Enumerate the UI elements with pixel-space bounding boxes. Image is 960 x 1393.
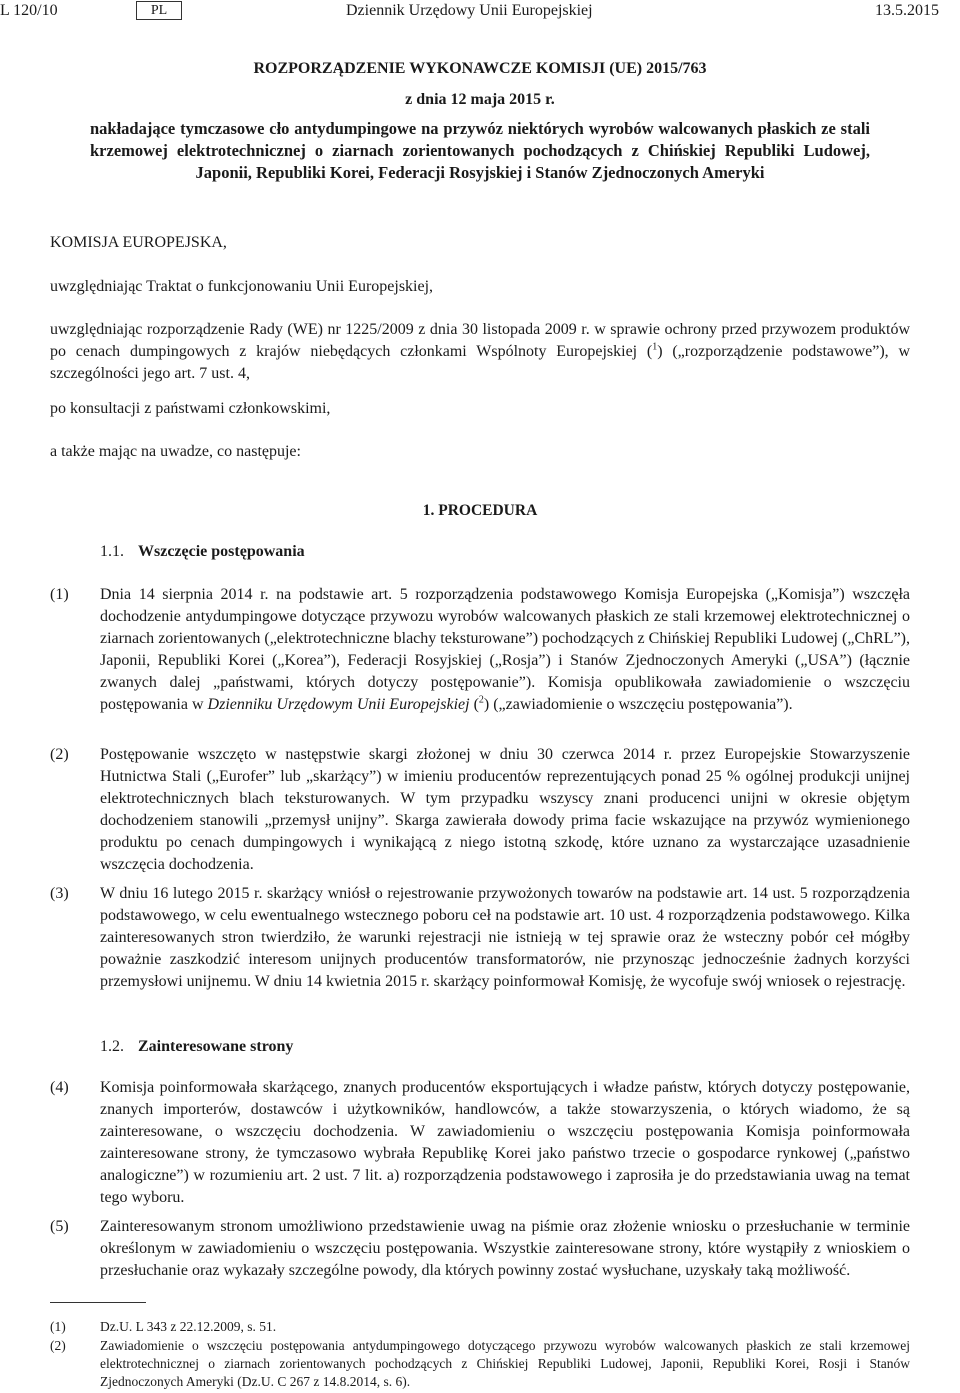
preamble-basic-regulation: uwzględniając rozporządzenie Rady (WE) nr 1225/2009 z dnia 30 listopada 2009 r. w sprawie ochrony przed przywozem produktów po cenach dumpingowych z krajów niebędących członkami Wspólnoty Europejskiej ($^1$) („rozporządzenie podstawowe”), w szczególności jego art. 7 ust. 4, — [50, 321, 911, 382]
preamble-commission: KOMISJA EUROPEJSKA, — [50, 234, 227, 251]
recital-number: (3) — [50, 885, 69, 902]
preamble-whereas: a także mając na uwadze, co następuje: — [50, 443, 301, 460]
journal-name: Dziennik Urzędowy Unii Europejskiej — [346, 2, 593, 19]
preamble-treaty: uwzględniając Traktat o funkcjonowaniu Unii Europejskiej, — [50, 278, 434, 295]
regulation-subject: nakładające tymczasowe cło antydumpingowe na przywóz niektórych wyrobów walcowanych płaskich ze stali krzemowej elektrotechnicznej o ziarnach zorientowanych pochodzących z Chińskiej Republiki Ludowej, Japonii, Republiki Korei, Federacji Rosyjskiej i Stanów Zjednoczonych Ameryki — [90, 119, 870, 182]
footnote-ref-1[interactable]: 1 — [652, 341, 658, 353]
subheading-parties: 1.2. Zainteresowane strony — [100, 1038, 294, 1055]
recital-1: (1) Dnia 14 sierpnia 2014 r. na podstawie art. 5 rozporządzenia podstawowego Komisja Europejska („Komisja”) wszczęła dochodzenie antydumpingowe dotyczące przywozu wyrobów walcowanych płaskich ze stali krzemowej elektrotechnicznej o ziarnach zorientowanych („elektrotechniczne blachy teksturowane”) pochodzących z Chińskiej Republiki Ludowej („ChRL”), Japonii, Republiki Korei („Korea”), Federacji Rosyjskiej („Rosja”) i Stanów Zjednoczonych Ameryki („USA”) (łącznie zwanych dalej „państwami, których dotyczy postępowanie”). Komisja opublikowała zawiadomienie o wszczęciu postępowania w Dzienniku Urzędowym Unii Europejskiej ($^2$) („zawiadomienie o wszczęciu postępowania”). — [50, 586, 910, 713]
recital-4: (4) Komisja poinformowała skarżącego, znanych producentów eksportujących i władze państw, których dotyczy postępowanie, znanych importerów, dostawców i użytkowników, handlowców, a także stowarzyszenia, o których wiadomo, że są zainteresowane, o wszczęciu dochodzenia. W zawiadomieniu o wszczęciu postępowania Komisja poinformowała zainteresowane strony, że tymczasowo wybrała Republikę Korei jako państwo trzecie o gospodarce rynkowej („państwo analogiczne”) w rozumieniu art. 2 ust. 7 lit. a) rozporządzenia podstawowego i zaprosiła je do przedstawiania uwag na temat tego wyboru. — [50, 1079, 910, 1206]
regulation-title: ROZPORZĄDZENIE WYKONAWCZE KOMISJI (UE) 2015/763 — [253, 60, 707, 77]
footnote-2: (2) Zawiadomienie o wszczęciu postępowania antydumpingowego dotyczącego przywozu wyrobów walcowanych płaskich ze stali krzemowej elektrotechnicznej o ziarnach zorientowanych pochodzących z Chińskiej Republiki Ludowej, Japonii, Republiki Korei, Rosji i Stanów Zjednoczonych Ameryki (Dz.U. C 267 z 14.8.2014, s. 6). — [50, 1338, 910, 1389]
language-box: PL — [136, 1, 182, 20]
footnote-ref-2[interactable]: 2 — [478, 694, 484, 706]
recital-number: (5) — [50, 1218, 69, 1235]
section-title: 1. PROCEDURA — [422, 502, 538, 519]
regulation-date: z dnia 12 maja 2015 r. — [405, 91, 555, 108]
footnote-separator — [50, 1302, 146, 1303]
subheading-initiation: 1.1. Wszczęcie postępowania — [100, 543, 305, 560]
page-header — [0, 0, 960, 24]
footnote-1: (1) Dz.U. L 343 z 22.12.2009, s. 51. — [50, 1319, 277, 1334]
recital-3: (3) W dniu 16 lutego 2015 r. skarżący wniósł o rejestrowanie przywożonych towarów na podstawie art. 14 ust. 5 rozporządzenia podstawowego, w celu ewentualnego wstecznego poboru ceł na podstawie art. 10 ust. 4 rozporządzenia podstawowego. Kilka zainteresowanych stron twierdziło, że warunki rejestracji nie istnieją w tej sprawie oraz że wsteczny pobór ceł mógłby poważnie zaszkodzić interesom unijnych producentów transformatorów, nie przynosząc jednocześnie żadnych korzyści przemysłowi unijnemu. W dniu 14 kwietnia 2015 r. skarżący poinformował Komisję, że wycofuje swój wniosek o rejestrację. — [50, 885, 910, 990]
recital-number: (4) — [50, 1079, 69, 1096]
recital-number: (1) — [50, 586, 69, 603]
recital-5: (5) Zainteresowanym stronom umożliwiono przedstawienie uwag na piśmie oraz złożenie wniosku o przesłuchanie w terminie określonym w zawiadomieniu o wszczęciu postępowania. Wszystkie zainteresowane strony, które wystąpiły z wnioskiem o przesłuchanie oraz wykazały szczególne powody, dla których powinny zostać wysłuchane, uzyskały taką możliwość. — [50, 1218, 910, 1279]
preamble-consultation: po konsultacji z państwami członkowskimi, — [50, 400, 331, 417]
recital-number: (2) — [50, 746, 69, 763]
recital-2: (2) Postępowanie wszczęto w następstwie skargi złożonej w dniu 30 czerwca 2014 r. przez Europejskie Stowarzyszenie Hutnictwa Stali („Eurofer” lub „skarżący”) w imieniu producentów reprezentujących ponad 25 % ogólnej produkcji unijnej elektrotechnicznych blach teksturowanych. W tym przypadku wszyscy znani producenci unijni w okresie objętym dochodzeniem stanowili „przemysł unijny”. Skarga zawierała dowody prima facie wskazujące na przywóz wymienionego produktu po cenach dumpingowych i wynikającą z niego istotną szkodę, które uznano za wystarczające uzasadnienie wszczęcia dochodzenia. — [50, 746, 910, 873]
page-number: L 120/10 — [0, 2, 58, 19]
publication-date: 13.5.2015 — [875, 2, 939, 19]
